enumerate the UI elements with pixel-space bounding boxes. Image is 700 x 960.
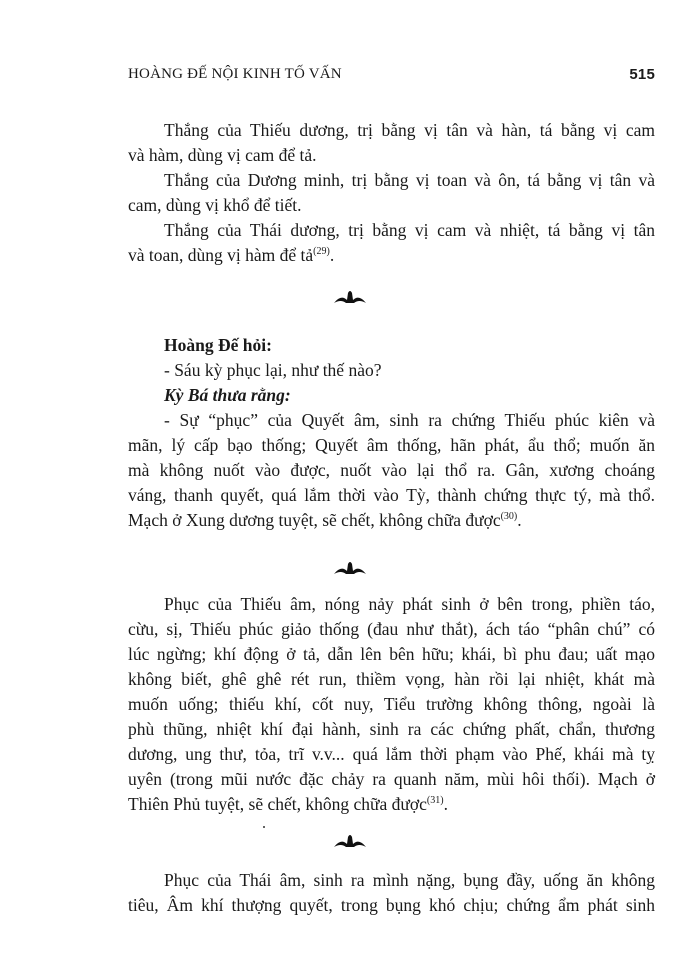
paragraph-line: cam, dùng vị khổ để tiết. [128, 195, 302, 215]
running-header [128, 66, 655, 83]
paragraph-line: Mạch ở Xung dương tuyệt, sẽ chết, không chữa được$^{(30)}$. [128, 510, 522, 530]
running-title: HOÀNG ĐẾ NỘI KINH TỐ VẤN [128, 66, 342, 82]
paragraph-line: váng, thanh quyết, quá lắm thời vào Tỳ, thành chứng thực tý, mà thổ. [128, 485, 655, 505]
line-text: Thiên Phủ tuyệt, sẽ chết, không chữa được [128, 794, 427, 814]
paragraph-line: không biết, ghê ghê rét run, thiềm vọng, hàn rồi lại nhiệt, khát mà [128, 669, 655, 689]
footnote-ref: (29) [313, 246, 330, 258]
ornament-divider-icon [333, 289, 367, 305]
ornament-divider-icon [333, 833, 367, 849]
paragraph-line: uyên (trong mũi nước đặc chảy ra quanh năm, mùi hôi thối). Mạch ở [128, 769, 655, 789]
line-text: và toan, dùng vị hàm để tả [128, 245, 314, 265]
paragraph-line: dương, ung thư, tỏa, trĩ v.v... quá lắm thời phạm vào Phế, khái mà tỵ [128, 744, 655, 764]
line-text: Mạch ở Xung dương tuyệt, sẽ chết, không chữa được [128, 510, 501, 530]
paragraph-line: Thắng của Dương minh, trị bằng vị toan và ôn, tá bằng vị tân và [164, 170, 655, 190]
section-4 [128, 868, 655, 918]
ornament-divider-icon [333, 560, 367, 576]
question-line: - Sáu kỳ phục lại, như thế nào? [164, 360, 382, 380]
page-number: 515 [629, 66, 655, 83]
paragraph-line: tiêu, Âm khí thượng quyết, trong bụng khó chịu; chứng ẩm phát sinh [128, 895, 655, 915]
scan-speck [263, 826, 265, 828]
paragraph-line: phù thũng, nhiệt khí đại hành, sinh ra các chứng phất, chẩn, thương [128, 719, 655, 739]
paragraph-line: cừu, sị, Thiếu phúc giảo thống (đau như thắt), ách táo “phân chú” có [128, 619, 655, 639]
section-1 [128, 118, 655, 268]
paragraph-line: mà không nuốt vào được, nuốt vào lại thổ ra. Gân, xương choáng [128, 460, 655, 480]
speaker-label: Kỳ Bá thưa rằng: [164, 385, 291, 405]
paragraph-line: muốn uống; thiếu khí, cốt nuy, Tiểu trường không thông, ngoài là [128, 694, 655, 714]
footnote-ref: (31) [426, 795, 444, 807]
paragraph-line: và toan, dùng vị hàm để tả$^{(29)}$. [128, 245, 335, 265]
paragraph-line: Phục của Thái âm, sinh ra mình nặng, bụng đầy, uống ăn không [164, 870, 655, 890]
paragraph-line: và hàm, dùng vị cam để tả. [128, 145, 317, 165]
paragraph-line: Thiên Phủ tuyệt, sẽ chết, không chữa được$^{(31)}$. [128, 794, 448, 814]
paragraph-line: Phục của Thiếu âm, nóng nảy phát sinh ở bên trong, phiền táo, [164, 594, 655, 614]
section-3 [128, 592, 655, 817]
paragraph-line: Thắng của Thiếu dương, trị bằng vị tân và hàn, tá bằng vị cam [164, 120, 655, 140]
section-2 [128, 333, 655, 533]
paragraph-line: lúc ngừng; khí động ở tả, dẫn lên bên hữu; khái, bì phu đau; uất mạo [128, 644, 655, 664]
paragraph-line: Thắng của Thái dương, trị bằng vị cam và nhiệt, tá bằng vị tân [164, 220, 655, 240]
paragraph-line: - Sự “phục” của Quyết âm, sinh ra chứng Thiếu phúc kiên và [164, 410, 655, 430]
speaker-label: Hoàng Đế hỏi: [164, 335, 272, 355]
footnote-ref: (30) [500, 511, 518, 523]
paragraph-line: mãn, lý cấp bạo thống; Quyết âm thống, hãn phát, ẩu thổ; muốn ăn [128, 435, 655, 455]
